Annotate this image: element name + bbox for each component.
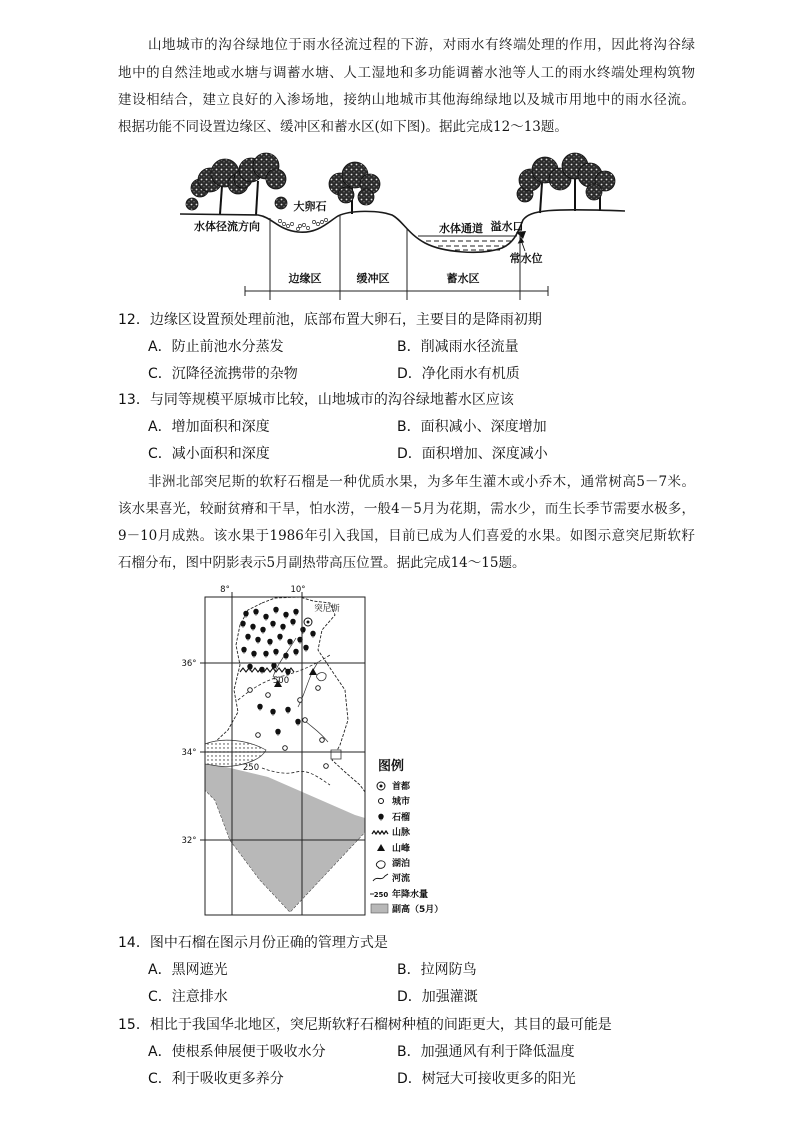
latitude-label: 34°	[181, 748, 197, 758]
legend-item: 湖泊	[392, 859, 411, 869]
legend-item: 副高（5月）	[392, 905, 444, 915]
city-symbol	[320, 738, 325, 743]
passage-1-line: 地中的自然洼地或水塘与调蓄水塘、人工湿地和多功能调蓄水池等人工的雨水终端处理构筑物	[118, 65, 695, 81]
flow-direction-label: 水体径流方向	[194, 220, 260, 233]
water-channel-label: 水体通道	[439, 222, 483, 235]
valley-green-space-diagram	[180, 148, 625, 303]
tree-cluster-left	[186, 153, 287, 215]
passage-1-line: 建设相结合，建立良好的入渗场地，接纳山地城市其他海绵绿地以及城市用地中的雨水径流。	[118, 92, 695, 108]
question-stem: 13．与同等规模平原城市比较，山地城市的沟谷绿地蓄水区应该	[118, 392, 514, 408]
option-b: B．面积减小、深度增加	[397, 419, 547, 435]
capital-label: 突尼斯	[314, 604, 340, 614]
option-c: C．利于吸收更多养分	[148, 1071, 284, 1087]
legend-city-symbol	[379, 799, 384, 804]
option-a: A．使根系伸展便于吸收水分	[148, 1044, 326, 1060]
capital-marker	[304, 618, 312, 626]
edge-zone-label: 边缘区	[288, 272, 322, 285]
longitude-label: 10°	[290, 585, 306, 595]
legend-capital-dot	[380, 785, 383, 788]
city-symbol	[266, 693, 271, 698]
passage-2-line: 该水果喜光，较耐贫瘠和干旱，怕水涝，一般4－5月为花期，需水少，而生长季节需要水极多，	[118, 501, 695, 517]
legend-item: 石榴	[392, 813, 411, 823]
legend-lake-symbol	[376, 861, 385, 868]
option-c: C．减小面积和深度	[148, 446, 270, 462]
normal-water-level-label: 常水位	[509, 252, 543, 265]
option-d: D．加强灌溉	[397, 989, 478, 1005]
isoline-500-label: 500	[272, 676, 290, 686]
legend-river-symbol	[373, 874, 388, 881]
question-stem: 14．图中石榴在图示月份正确的管理方式是	[118, 935, 388, 951]
latitude-label: 32°	[181, 836, 197, 846]
city-symbol	[248, 688, 253, 693]
option-a: A．增加面积和深度	[148, 419, 270, 435]
legend-mountain-range-symbol	[372, 831, 388, 834]
tunisia-pomegranate-map	[178, 582, 458, 920]
legend-subtropical-high-swatch	[371, 904, 388, 913]
legend-peak-symbol	[377, 844, 385, 851]
legend-item: 山脉	[392, 828, 411, 838]
legend-title: 图例	[378, 759, 405, 774]
tree-cluster-right	[517, 153, 615, 213]
latitude-label: 36°	[181, 659, 197, 669]
option-d: D．树冠大可接收更多的阳光	[397, 1071, 576, 1087]
legend-item: 年降水量	[392, 890, 429, 900]
option-b: B．拉网防鸟	[397, 962, 477, 978]
map-legend	[370, 758, 443, 915]
longitude-label: 8°	[220, 585, 230, 595]
legend-item: 河流	[392, 874, 411, 884]
option-d: D．净化雨水有机质	[397, 366, 520, 382]
city-symbol	[256, 733, 261, 738]
storage-zone-label: 蓄水区	[446, 272, 480, 285]
passage-2-line: 9－10月成熟。该水果于1986年引入我国，目前已成为人们喜爱的水果。如图示意突尼斯软籽	[118, 528, 695, 544]
isoline-250-label: 250	[242, 763, 260, 773]
question-stem: 15．相比于我国华北地区，突尼斯软籽石榴树种植的间距更大，其目的最可能是	[118, 1017, 612, 1033]
legend-item: 山峰	[392, 844, 411, 854]
tree-cluster-middle	[329, 162, 380, 214]
overflow-outlet-label: 溢水口	[490, 220, 524, 233]
option-b: B．削减雨水径流量	[397, 339, 519, 355]
option-c: C．注意排水	[148, 989, 228, 1005]
passage-2-line: 石榴分布，图中阴影表示5月副热带高压位置。据此完成14～15题。	[118, 555, 526, 571]
pebbles-label: 大卵石	[293, 200, 327, 213]
option-c: C．沉降径流携带的杂物	[148, 366, 298, 382]
city-symbol	[303, 718, 308, 723]
normal-level-pointer	[519, 238, 526, 251]
city-symbol	[316, 686, 321, 691]
option-a: A．防止前池水分蒸发	[148, 339, 284, 355]
legend-item: 首都	[392, 782, 411, 792]
legend-isoline-value: 250	[373, 891, 389, 899]
buffer-zone-label: 缓冲区	[356, 272, 390, 285]
lake	[331, 750, 341, 759]
passage-1-line: 山地城市的沟谷绿地位于雨水径流过程的下游，对雨水有终端处理的作用，因此将沟谷绿	[148, 37, 695, 53]
passage-1-line: 根据功能不同设置边缘区、缓冲区和蓄水区(如下图)。据此完成12～13题。	[118, 119, 568, 135]
passage-2-line: 非洲北部突尼斯的软籽石榴是一种优质水果，为多年生灌木或小乔木，通常树高5－7米。	[148, 474, 695, 490]
city-symbol	[283, 746, 288, 751]
option-a: A．黑网遮光	[148, 962, 228, 978]
legend-item: 城市	[392, 797, 411, 807]
option-b: B．加强通风有利于降低温度	[397, 1044, 575, 1060]
city-symbol	[324, 764, 329, 769]
question-stem: 12．边缘区设置预处理前池，底部布置大卵石，主要目的是降雨初期	[118, 312, 542, 328]
option-d: D．面积增加、深度减小	[397, 446, 548, 462]
legend-pomegranate-symbol	[378, 814, 383, 821]
